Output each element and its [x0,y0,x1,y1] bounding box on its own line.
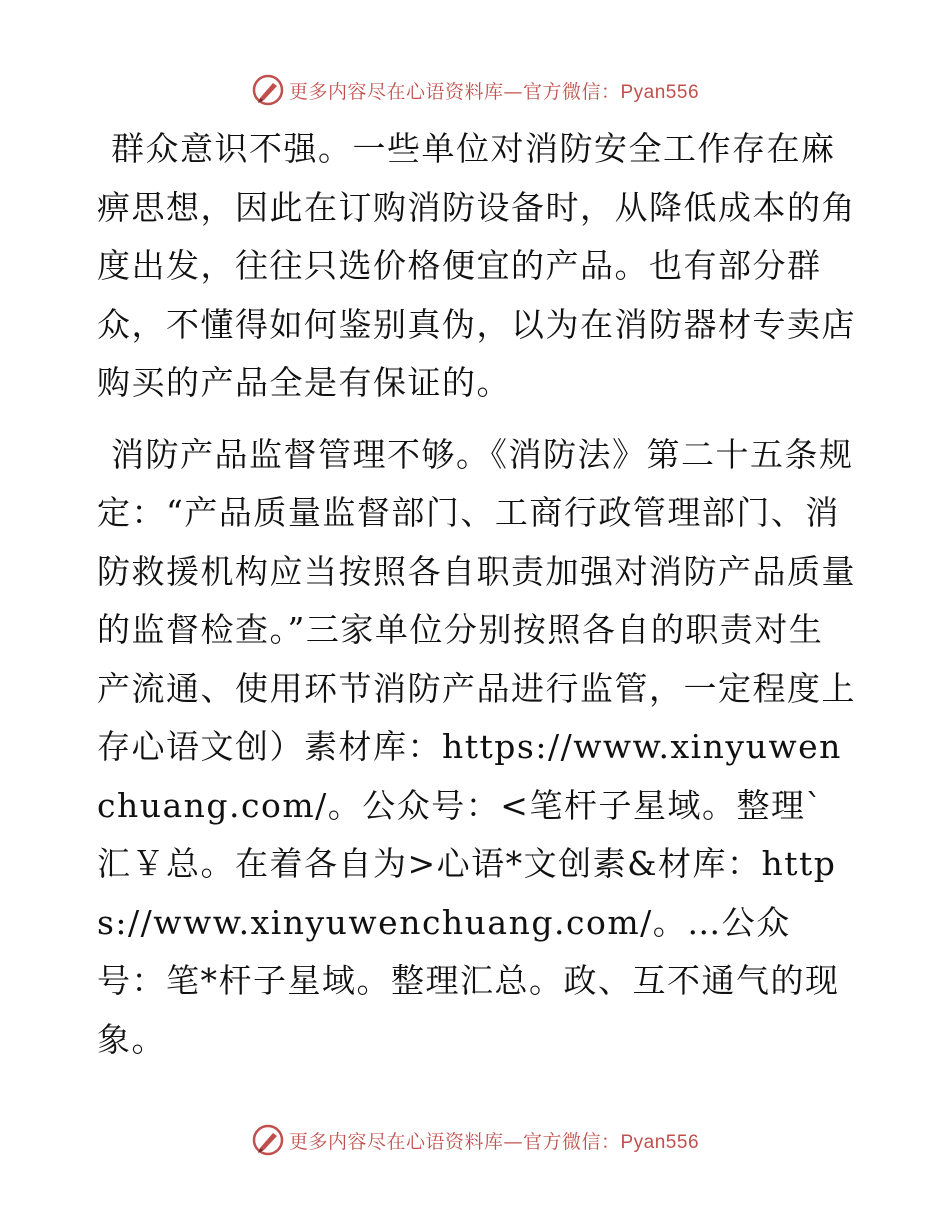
header-banner-text: 更多内容尽在心语资料库—官方微信：Pyan556 [288,80,700,103]
paragraph-supervision: 消防产品监督管理不够。《消防法》第二十五条规定：“产品质量监督部门、工商行政管理部门、消防救援机构应当按照各自职责加强对消防产品质量的监督检查。”三家单位分别按照各自的职责对生产流通、使用环节消防产品进行监管，一定程度上存心语文创）素材库：https://www.xinyuwenchuang.com/。公众号：<笔杆子星域。整理`汇￥总。在着各自为>心语*文创素&材库：https://www.xinyuwenchuang.com/。…公众号：笔*杆子星域。整理汇总。政、互不通气的现象。 [97,434,856,1059]
paragraph-public-awareness: 群众意识不强。一些单位对消防安全工作存在麻痹思想，因此在订购消防设备时，从降低成本的角度出发，往往只选价格便宜的产品。也有部分群众，不懂得如何鉴别真伪，以为在消防器材专卖店购买的产品全是有保证的。 [97,129,856,402]
document-body [97,120,857,1069]
footer-banner [0,1120,950,1160]
header-wechat-id: Pyan556 [620,81,700,103]
pen-logo-icon [251,73,285,107]
footer-banner-text: 更多内容尽在心语资料库—官方微信：Pyan556 [288,1130,700,1153]
footer-wechat-id: Pyan556 [620,1131,700,1153]
header-banner [0,70,950,110]
pen-logo-icon [251,1123,285,1157]
